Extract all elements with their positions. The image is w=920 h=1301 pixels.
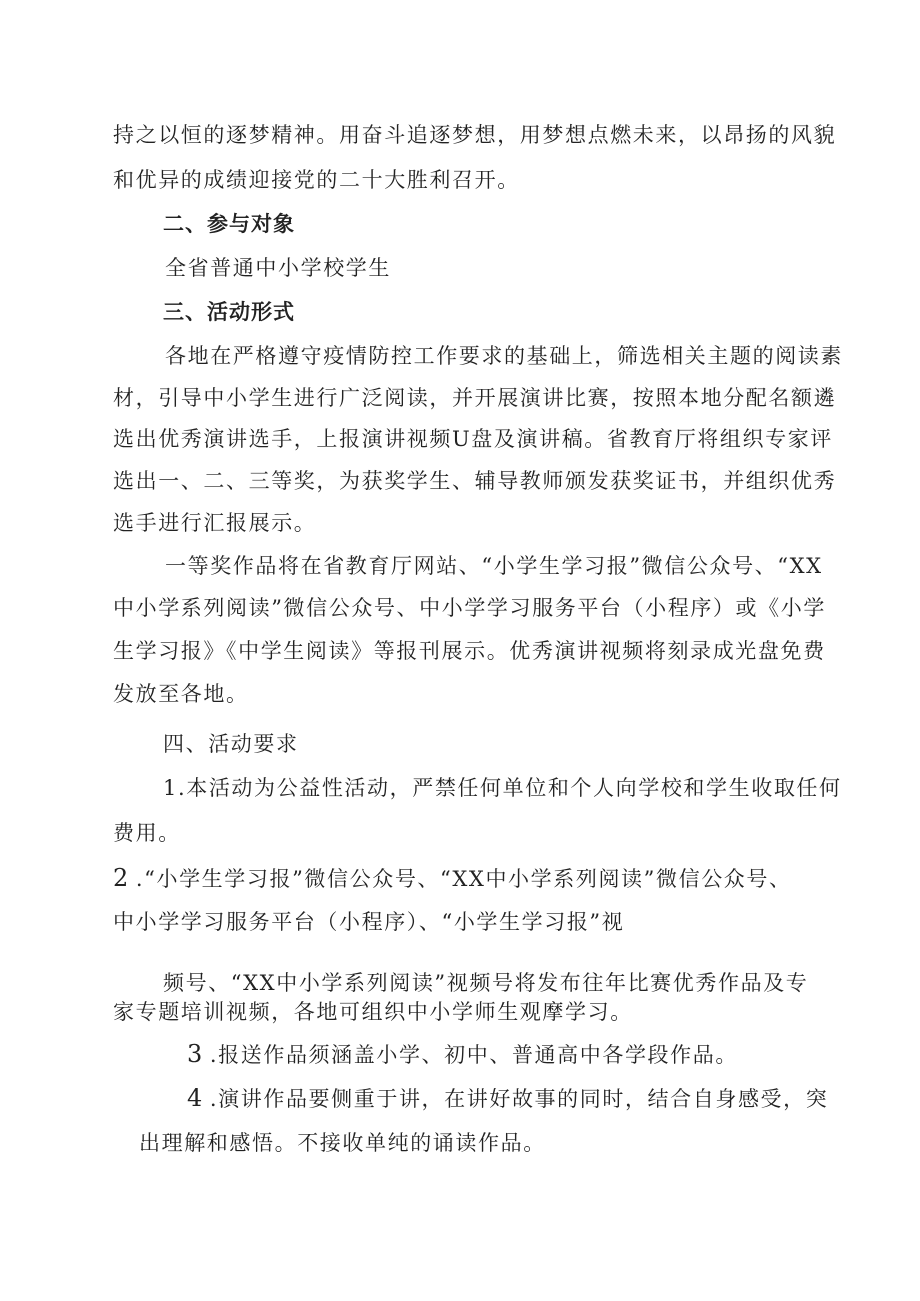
paragraph-line: 各地在严格遵守疫情防控工作要求的基础上，筛选相关主题的阅读素: [165, 344, 843, 368]
paragraph-line: 全省普通中小学校学生: [165, 256, 391, 280]
paragraph-line: 费用。: [113, 821, 181, 845]
list-item-3: [187, 1039, 738, 1070]
paragraph-line: 中小学系列阅读”微信公众号、中小学学习服务平台（小程序）或《小学: [113, 596, 826, 620]
list-item-text: .演讲作品要侧重于讲，在讲好故事的同时，结合自身感受，突: [209, 1087, 829, 1111]
paragraph-line: 一等奖作品将在省教育厅网站、“小学生学习报”微信公众号、“XX: [165, 554, 823, 578]
paragraph-line: 选手进行汇报展示。: [113, 511, 317, 535]
paragraph-line: 频号、“XX中小学系列阅读”视频号将发布往年比赛优秀作品及专: [163, 971, 809, 995]
paragraph-line: 中小学学习服务平台（小程序）、“小学生学习报”视: [113, 910, 625, 934]
list-number: 2: [113, 864, 130, 892]
list-item-text: .报送作品须涵盖小学、初中、普通高中各学段作品。: [209, 1043, 738, 1067]
list-item-text: .“小学生学习报”微信公众号、“XX中小学系列阅读”微信公众号、: [135, 867, 792, 891]
paragraph-line: 选出一、二、三等奖，为获奖学生、辅导教师颁发获奖证书，并组织优秀: [113, 469, 837, 493]
list-item-2: [113, 863, 792, 894]
list-number: 4: [187, 1084, 204, 1112]
list-item-1: 1.本活动为公益性活动，严禁任何单位和个人向学校和学生收取任何: [163, 776, 842, 800]
list-number: 3: [187, 1040, 204, 1068]
paragraph-line: 生学习报》《中学生阅读》等报刊展示。优秀演讲视频将刻录成光盘免费: [113, 639, 826, 663]
section-heading-participants: 二、参与对象: [163, 212, 295, 236]
paragraph-line: 发放至各地。: [113, 682, 249, 706]
paragraph-line: 选出优秀演讲选手，上报演讲视频U盘及演讲稿。省教育厅将组织专家评: [113, 427, 833, 451]
section-heading-requirements: 四、活动要求: [163, 732, 299, 756]
paragraph-line: 和优异的成绩迎接党的二十大胜利召开。: [113, 168, 520, 192]
paragraph-line: 持之以恒的逐梦精神。用奋斗追逐梦想，用梦想点燃未来，以昂扬的风貌: [113, 123, 837, 147]
paragraph-line: 家专题培训视频，各地可组织中小学师生观摩学习。: [113, 1000, 633, 1024]
paragraph-line: 出理解和感悟。不接收单纯的诵读作品。: [139, 1131, 546, 1155]
section-heading-activity-format: 三、活动形式: [163, 300, 295, 324]
paragraph-line: 材，引导中小学生进行广泛阅读，并开展演讲比赛，按照本地分配名额遴: [113, 386, 837, 410]
list-item-4: [187, 1083, 828, 1114]
